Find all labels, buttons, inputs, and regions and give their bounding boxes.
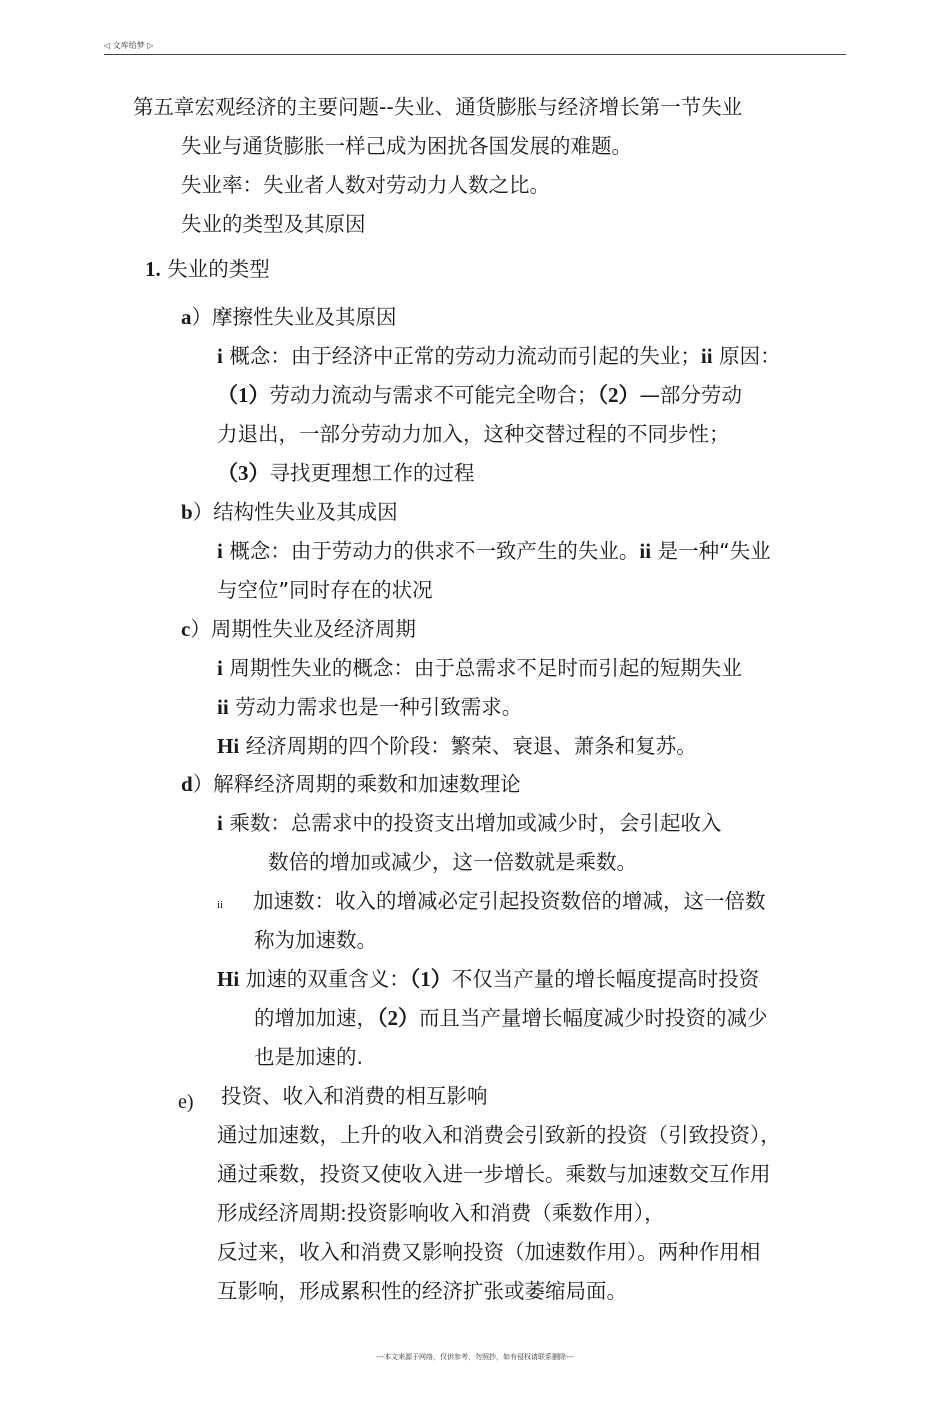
item-d-text: ）解释经济周期的乘数和加速数理论 bbox=[192, 772, 521, 796]
roman-mark: i bbox=[217, 539, 223, 563]
item-e-line-1: 通过加速数，上升的收入和消费会引致新的投资（引致投资）， bbox=[217, 1123, 781, 1147]
number-mark: （1） bbox=[217, 383, 270, 407]
roman-mark: i bbox=[217, 811, 223, 835]
item-c-heading bbox=[181, 616, 416, 642]
number-mark: （1） bbox=[409, 967, 452, 991]
item-e-line-4: 反过来，收入和消费又影响投资（加速数作用）。两种作用相 bbox=[217, 1240, 761, 1264]
roman-mark: ii bbox=[639, 539, 652, 563]
item-d-line-5 bbox=[217, 966, 759, 992]
item-e-line-2: 通过乘数，投资又使收入进一步增长。乘数与加速数交互作用 bbox=[217, 1162, 771, 1186]
item-a-mark: a bbox=[181, 305, 192, 329]
item-c-line-3 bbox=[217, 733, 697, 759]
item-b-text: ）结构性失业及其成因 bbox=[192, 500, 398, 524]
item-d-line-7: 也是加速的. bbox=[254, 1045, 364, 1069]
item-b-heading bbox=[181, 499, 398, 525]
item-b-note: 是一种“失业 bbox=[657, 539, 771, 563]
item-e-line-5: 互影响，形成累积性的经济扩张或萎缩局面。 bbox=[217, 1279, 627, 1303]
item-e-heading: 投资、收入和消费的相互影响 bbox=[221, 1084, 488, 1108]
item-d-dual-2: 而且当产量增长幅度减少时投资的减少 bbox=[419, 1006, 768, 1030]
item-c-mark: c bbox=[181, 617, 191, 641]
paragraph-1: 失业与通货膨胀一样己成为困扰各国发展的难题。 bbox=[181, 134, 632, 158]
roman-mark: Hi bbox=[217, 967, 240, 991]
section-number: 1. bbox=[145, 257, 161, 281]
item-a-line-3: 力退出，一部分劳动力加入，这种交替过程的不同步性； bbox=[217, 422, 730, 446]
item-a-line-1 bbox=[217, 343, 781, 369]
item-e-mark bbox=[178, 1088, 194, 1115]
page-footer: ---本文来源于网络，仅供参考，勿照抄，如有侵权请联系删除--- bbox=[376, 1353, 574, 1361]
item-d-heading bbox=[181, 771, 521, 797]
number-mark: （3） bbox=[217, 461, 270, 485]
item-c-line-1 bbox=[217, 655, 742, 681]
item-a-cause-3: 寻找更理想工作的过程 bbox=[269, 461, 475, 485]
item-d-line-3 bbox=[217, 888, 223, 918]
item-d-accelerator: 加速数：收入的增减必定引起投资数倍的增减，这一倍数 bbox=[253, 889, 766, 913]
item-a-line-2 bbox=[217, 382, 742, 408]
item-d-line-6 bbox=[254, 1005, 768, 1031]
item-d-line-1 bbox=[217, 810, 721, 836]
item-d-dual-1-end: 的增加加速， bbox=[254, 1006, 377, 1030]
header-rule bbox=[104, 54, 846, 55]
page-header: ◁ 文库给梦 ▷ bbox=[104, 41, 154, 50]
item-c-demand: 劳动力需求也是一种引致需求。 bbox=[235, 695, 523, 719]
item-c-phases: 经济周期的四个阶段：繁荣、衰退、萧条和复苏。 bbox=[245, 734, 697, 758]
item-d-dual-meaning: 加速的双重含义： bbox=[245, 967, 410, 991]
item-c-line-2 bbox=[217, 694, 522, 720]
roman-mark: i bbox=[217, 656, 223, 680]
item-b-line-1 bbox=[217, 538, 771, 564]
item-c-concept: 周期性失业的概念：由于总需求不足时而引起的短期失业 bbox=[229, 656, 742, 680]
item-b-mark: b bbox=[181, 500, 193, 524]
paragraph-3: 失业的类型及其原因 bbox=[181, 212, 366, 236]
item-a-heading bbox=[181, 304, 397, 330]
item-a-text: ）摩擦性失业及其原因 bbox=[191, 305, 397, 329]
item-d-mark: d bbox=[181, 772, 193, 796]
item-a-cause-2: —部分劳动 bbox=[639, 383, 742, 407]
item-d-dual-1: 不仅当产量的增长幅度提高时投资 bbox=[451, 967, 760, 991]
item-d-multiplier: 乘数：总需求中的投资支出增加或减少时，会引起收入 bbox=[229, 811, 722, 835]
item-a-concept: 概念：由于经济中正常的劳动力流动而引起的失业； bbox=[229, 344, 701, 368]
roman-mark: ii bbox=[217, 695, 229, 719]
item-d-line-2: 数倍的增加或减少，这一倍数就是乘数。 bbox=[268, 850, 637, 874]
roman-mark: ii bbox=[217, 899, 224, 911]
item-e-line-3: 形成经济周期:投资影响收入和消费（乘数作用）， bbox=[217, 1201, 665, 1225]
number-mark: （2） bbox=[377, 1006, 419, 1030]
number-mark: （2） bbox=[597, 383, 640, 407]
section-1-heading bbox=[145, 256, 270, 282]
roman-mark: ii bbox=[700, 344, 713, 368]
section-text: 失业的类型 bbox=[167, 257, 270, 281]
item-d-line-4: 称为加速数。 bbox=[254, 928, 377, 952]
item-a-cause-1: 劳动力流动与需求不可能完全吻合； bbox=[269, 383, 598, 407]
item-a-cause-label: 原因： bbox=[719, 344, 781, 368]
item-a-line-4 bbox=[217, 460, 475, 486]
paragraph-2: 失业率：失业者人数对劳动力人数之比。 bbox=[181, 173, 550, 197]
roman-mark: Hi bbox=[217, 734, 240, 758]
item-e-letter: e) bbox=[178, 1091, 194, 1113]
item-b-concept: 概念：由于劳动力的供求不一致产生的失业。 bbox=[229, 539, 640, 563]
item-b-line-2: 与空位”同时存在的状况 bbox=[217, 578, 433, 602]
chapter-title: 第五章宏观经济的主要问题--失业、通货膨胀与经济增长第一节失业 bbox=[133, 95, 743, 119]
item-c-text: ）周期性失业及经济周期 bbox=[190, 617, 416, 641]
roman-mark: i bbox=[217, 344, 223, 368]
